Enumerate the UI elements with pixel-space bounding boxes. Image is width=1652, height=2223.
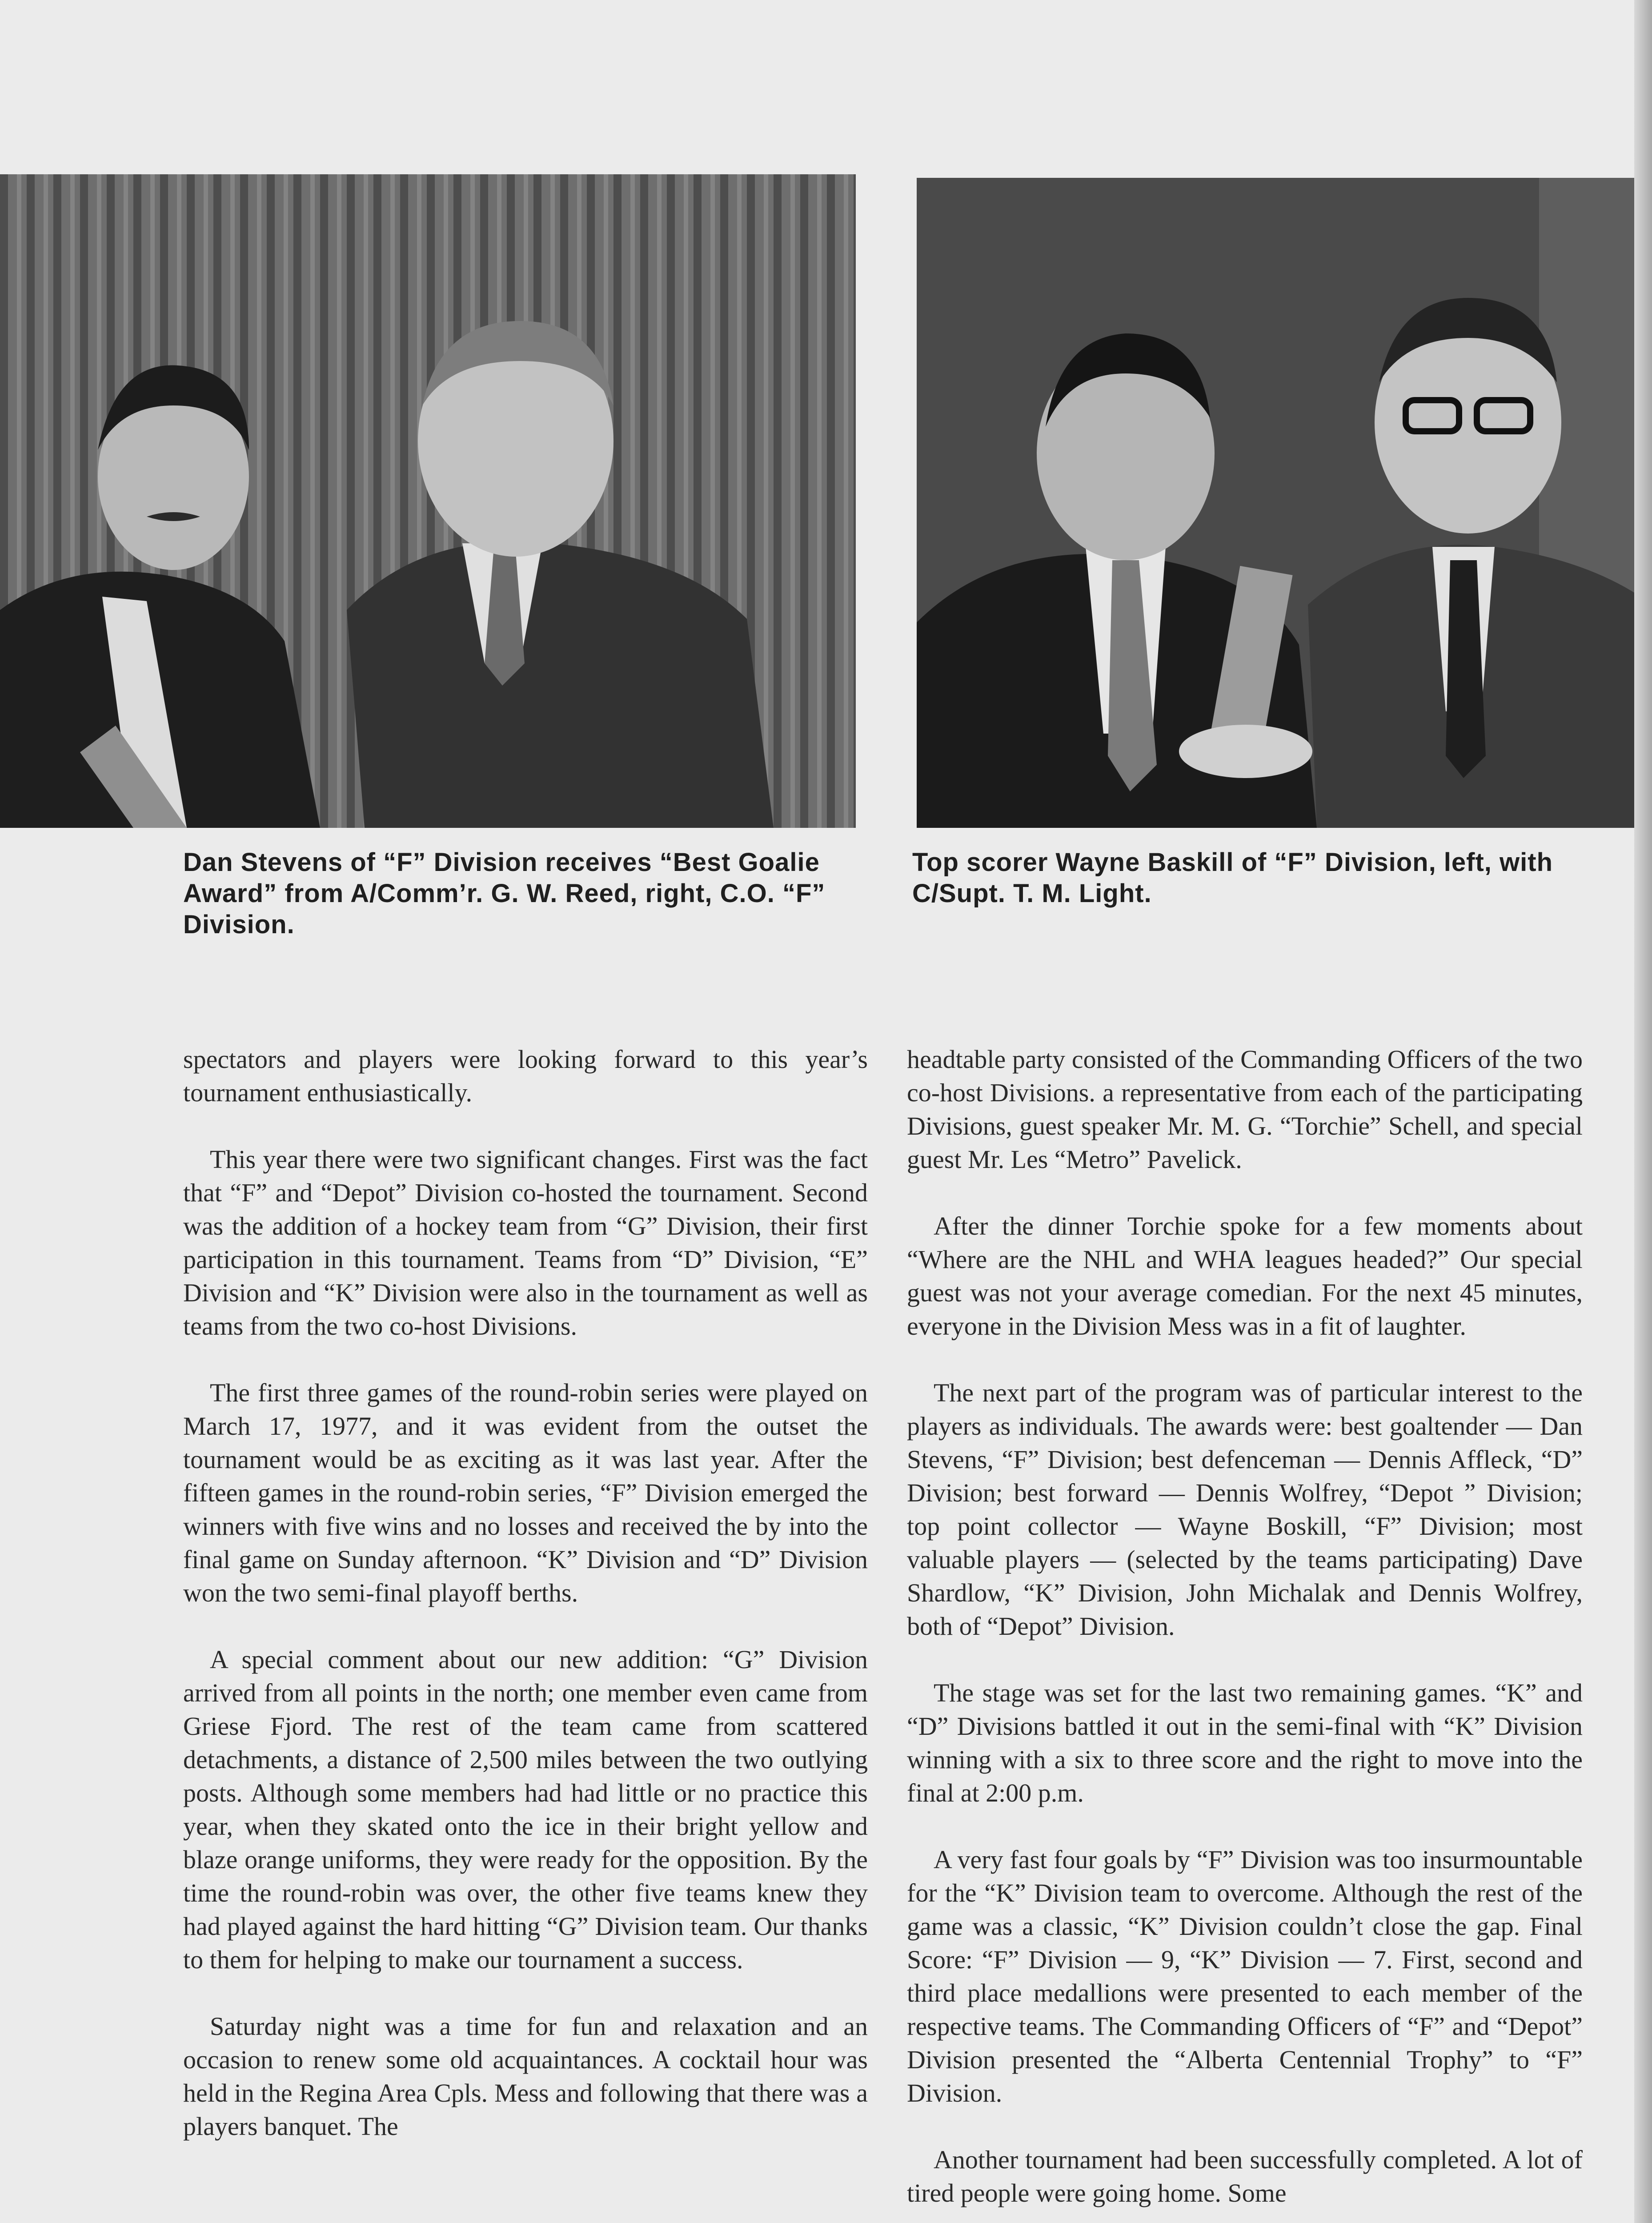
photo-goalie-award	[0, 174, 856, 828]
photo-top-scorer	[917, 178, 1652, 828]
article-paragraph: A special comment about our new addition: “G” Division arrived from all points in the north; one member even came from Griese Fjord. The rest of the team came from scattered detachments, a distance of 2,500 miles between the two outlying posts. Although some members had had little or no practice this year, when they skated onto the ice in their bright yellow and blaze orange uniforms, they were ready for the opposition. By the time the round-robin was over, the other five teams knew they had played against the hard hitting “G” Division team. Our thanks to them for helping to make our tournament a success.	[183, 1645, 868, 1974]
photo-top-scorer-graphic	[917, 178, 1652, 828]
article-paragraph: Another tournament had been successfully completed. A lot of tired people were going home. Some	[907, 2145, 1583, 2207]
article-paragraph: spectators and players were looking forward to this year’s tournament enthusiastically.	[183, 1045, 868, 1107]
article-paragraph: The next part of the program was of particular interest to the players as individuals. The awards were: best goaltender — Dan Stevens, “F” Division; best defenceman — Dennis Affleck, “D” Division; best forward — Dennis Wolfrey, “Depot ” Division; top point collector — Wayne Boskill, “F” Division; most valuable players — (selected by the teams participating) Dave Shardlow, “K” Division, John Michalak and Dennis Wolfrey, both of “Depot” Division.	[907, 1378, 1583, 1641]
article-paragraph: The stage was set for the last two remaining games. “K” and “D” Divisions battled it out in the semi-final with “K” Division winning with a six to three score and the right to move into the final at 2:00 p.m.	[907, 1678, 1583, 1807]
article-paragraph: This year there were two significant changes. First was the fact that “F” and “Depot” Division co-hosted the tournament. Second was the addition of a hockey team from “G” Division, their first participation in this tournament. Teams from “D” Division, “E” Division and “K” Division were also in the tournament as well as teams from the two co-host Divisions.	[183, 1145, 868, 1340]
article-left-column	[183, 1043, 868, 2176]
article-paragraph: A very fast four goals by “F” Division was too insurmountable for the “K” Division team to overcome. Although the rest of the game was a classic, “K” Division couldn’t close the gap. Final Score: “F” Division — 9, “K” Division — 7. First, second and third place medallions were presented to each member of the respective teams. The Commanding Officers of “F” and “Depot” Division presented the “Alberta Centennial Trophy” to “F” Division.	[907, 1845, 1583, 2107]
article-paragraph: The first three games of the round-robin series were played on March 17, 1977, and it was evident from the outset the tournament would be as exciting as it was last year. After the fifteen games in the round-robin series, “F” Division emerged the winners with five wins and no losses and received the by into the final game on Sunday afternoon. “K” Division and “D” Division won the two semi-final playoff berths.	[183, 1378, 868, 1607]
page-binding-shadow	[1634, 0, 1652, 2223]
photo-goalie-award-graphic	[0, 174, 856, 828]
caption-goalie-award: Dan Stevens of “F” Division receives “Best Goalie Award” from A/Comm’r. G. W. Reed, right, C.O. “F” Division.	[183, 848, 826, 939]
article-paragraph: After the dinner Torchie spoke for a few moments about “Where are the NHL and WHA leagues headed?” Our special guest was not your average comedian. For the next 45 minutes, everyone in the Division Mess was in a fit of laughter.	[907, 1212, 1583, 1340]
article-right-column	[907, 1043, 1583, 2223]
article-paragraph: headtable party consisted of the Commanding Officers of the two co-host Divisions. a representative from each of the participating Divisions, guest speaker Mr. M. G. “Torchie” Schell, and special guest Mr. Les “Metro” Pavelick.	[907, 1045, 1583, 1174]
caption-top-scorer: Top scorer Wayne Baskill of “F” Division, left, with C/Supt. T. M. Light.	[912, 848, 1553, 908]
article-paragraph: Saturday night was a time for fun and relaxation and an occasion to renew some old acquaintances. A cocktail hour was held in the Regina Area Cpls. Mess and following that there was a players banquet. The	[183, 2012, 868, 2141]
